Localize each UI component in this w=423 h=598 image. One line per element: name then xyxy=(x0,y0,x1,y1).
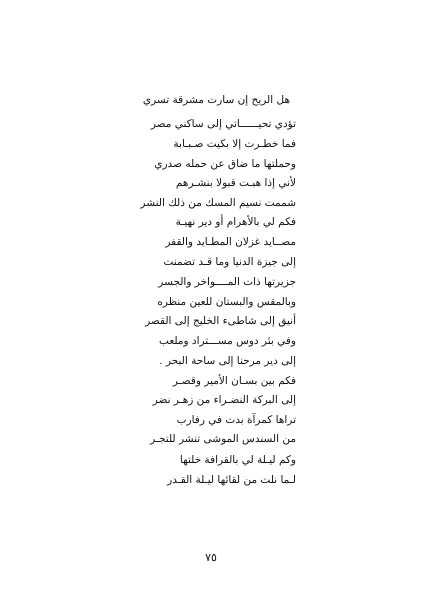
poem-line: جزيرتها ذات المــــواخر والجسر xyxy=(158,276,296,288)
poem-line: وفي بئر دوس مســـتراد وملعب xyxy=(159,335,296,347)
poem-line: إلى البركة النضـراء من زهـر نضر xyxy=(152,394,296,406)
poem-line: تراها كمرآة بدت في رفارب xyxy=(176,414,296,426)
poem-line: مصــايد غزلان المطـايد والقفر xyxy=(165,236,296,248)
page-number: ٧٥ xyxy=(205,551,217,564)
poem-line: إلى جيزة الدنيا وما قـد تضمنت xyxy=(163,256,296,268)
poem-line: أنيق إلى شاطىء الخليج إلى القصر xyxy=(145,315,296,327)
poem-line: هل الريح إن سارت مشرقة تسري xyxy=(142,94,290,106)
poem-line: لـما نلت من لقائها ليـلة القـدر xyxy=(167,474,296,486)
poem-line: وحملتها ما ضاق عن حمله صدري xyxy=(154,158,296,170)
poem-line: تؤدي تحيــــــاتي إلى ساكني مصر xyxy=(150,118,296,130)
poem-line: فكم بين بسـان الأمير وقصـر xyxy=(172,375,296,387)
poem-line: فما خطـرت إلا بكيت صـبـابة xyxy=(173,138,296,150)
poem-line: فكم لي بالأهرام أو دير نهيـة xyxy=(175,216,296,228)
poem-line: لأني إذا هبـت قبولا بنشـرهم xyxy=(175,177,296,189)
poem-line: شممت نسيم المسك من ذلك النشر xyxy=(140,197,296,209)
poem-line: وكم ليـلة لي بالقرافة خلتها xyxy=(179,454,296,466)
poem-line: من السندس الموشى تنشر للتجـر xyxy=(150,433,296,445)
poem-line: وبالمقس والبستان للعين منظره xyxy=(157,296,296,308)
poem-line: إلى دير مرحنا إلى ساحة البحر . xyxy=(159,355,296,367)
